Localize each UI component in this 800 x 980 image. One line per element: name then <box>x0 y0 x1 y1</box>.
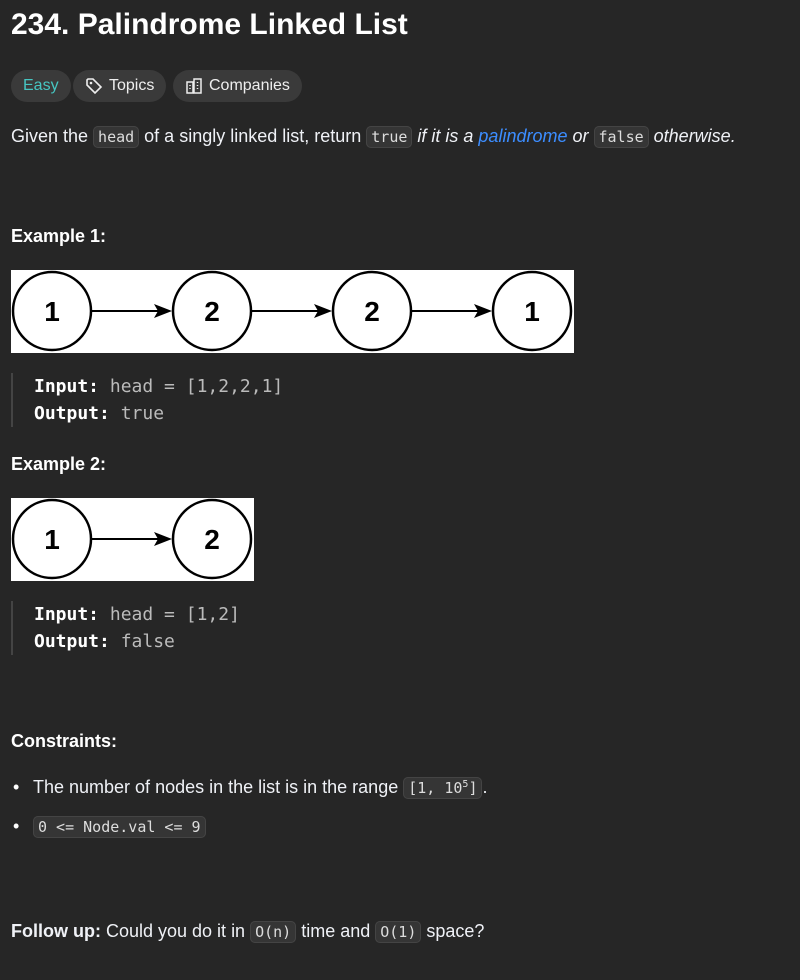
difficulty-badge <box>11 70 71 102</box>
companies-button[interactable] <box>173 70 302 102</box>
example-1-diagram <box>11 270 574 353</box>
constraints-list <box>11 777 487 837</box>
topics-label: Topics <box>109 77 155 94</box>
node-value: 2 <box>204 524 220 555</box>
building-icon <box>185 77 203 95</box>
constraint-item: • 0 <= Node.val <= 9 <box>11 816 487 837</box>
node-value: 1 <box>524 296 540 327</box>
node-value: 1 <box>44 296 60 327</box>
palindrome-link[interactable]: palindrome <box>478 126 568 146</box>
example-1-block: Input: head = [1,2,2,1] Output: true <box>11 373 283 427</box>
follow-up: Follow up: Could you do it in O(n) time and O(1) space? <box>11 921 485 941</box>
tag-icon <box>85 77 103 95</box>
companies-label: Companies <box>209 77 290 94</box>
constraints-heading: Constraints: <box>11 731 118 751</box>
problem-description: Given the head of a singly linked list, return true if it is a palindrome or false otherwise. <box>11 126 736 146</box>
topics-button[interactable] <box>73 70 166 102</box>
difficulty-label: Easy <box>23 77 59 94</box>
node-value: 2 <box>204 296 220 327</box>
node-value: 1 <box>44 524 60 555</box>
problem-title: 234. Palindrome Linked List <box>11 8 408 41</box>
node-value: 2 <box>364 296 380 327</box>
example-2-diagram <box>11 498 254 581</box>
example-2-heading: Example 2: <box>11 454 107 474</box>
example-1-heading: Example 1: <box>11 226 107 246</box>
constraint-item: • The number of nodes in the list is in the range [1, $10^5$] . <box>11 777 487 798</box>
example-2-block: Input: head = [1,2] Output: false <box>11 601 240 655</box>
